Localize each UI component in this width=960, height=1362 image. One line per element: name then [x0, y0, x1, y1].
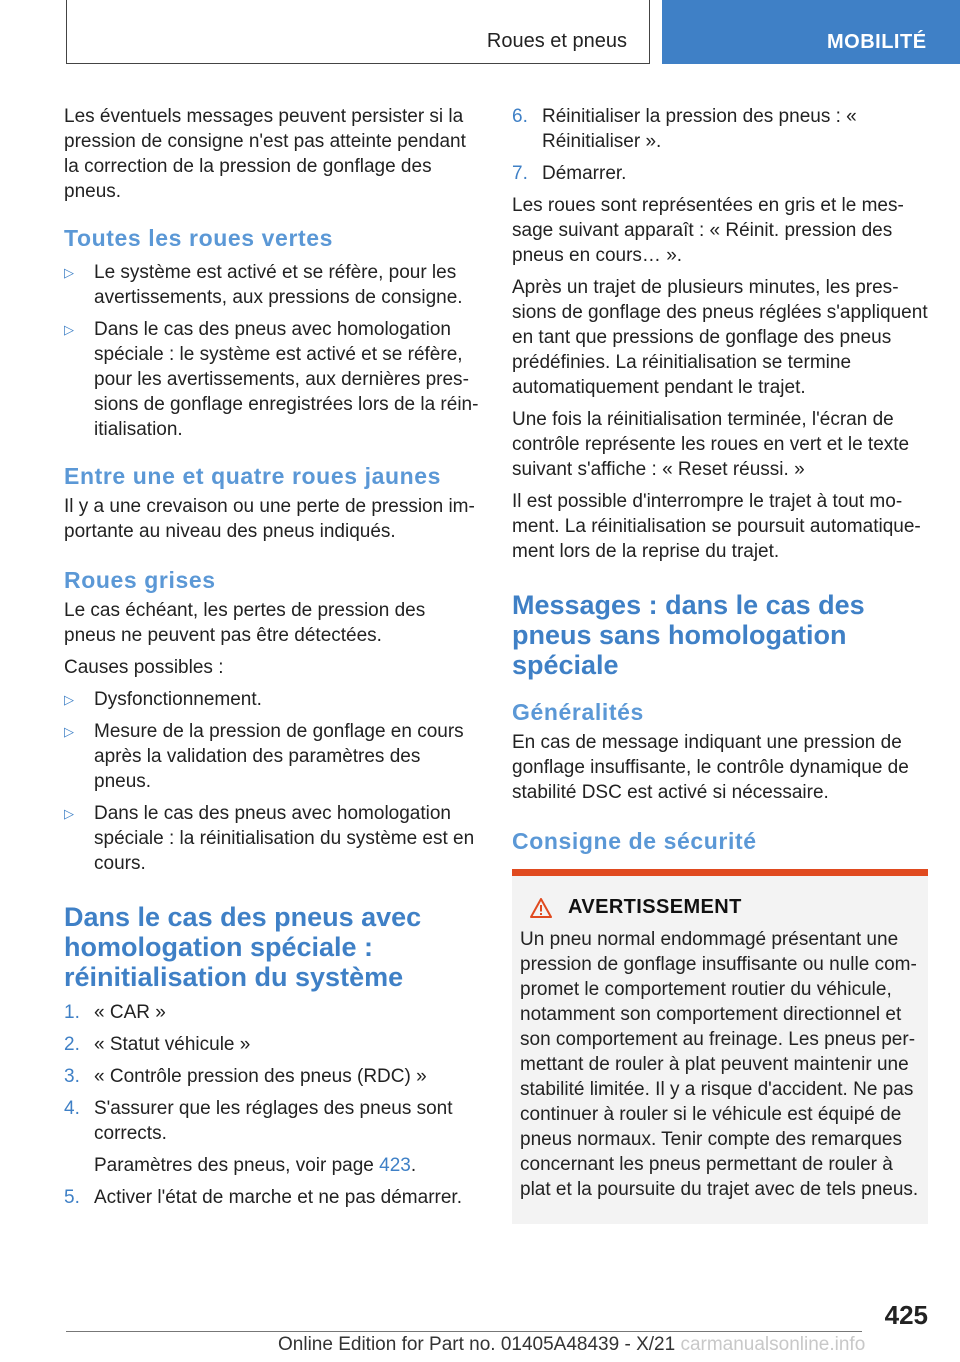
step-item: 6. Réinitialiser la pression des pneus : « Réinitialiser ». — [512, 106, 857, 152]
list-item: ▷ Dysfonctionnement. — [64, 689, 262, 710]
step-item: 3. « Contrôle pression des pneus (RDC) » — [64, 1066, 427, 1087]
reset-heading: Dans le cas des pneus avec homologation spéciale : réinitialisation du système — [64, 902, 422, 992]
reset-steps-continued — [512, 104, 928, 186]
footer-edition: Online Edition for Part no. 01405A48439 - X/21 carmanualsonline.info — [278, 1334, 866, 1355]
paragraph: Après un trajet de plusieurs minutes, les pressions de gonflage des pneus réglées s'appliquent en tant que pressions de gonflage des pneus prédéfinies. La réinitialisation se termine automatiquement pendant le trajet. — [512, 277, 928, 398]
grey-wheels-text: Le cas échéant, les pertes de pression des pneus ne peuvent pas être détectées. — [64, 600, 426, 646]
page-number: 425 — [884, 1300, 928, 1330]
header-section-box — [66, 0, 650, 64]
paragraph: Les roues sont représentées en gris et le message suivant apparaît : « Réinit. pression des pneus en cours… ». — [512, 195, 904, 266]
causes-list — [64, 687, 480, 876]
right-column — [512, 104, 928, 1224]
chapter-tab — [662, 0, 960, 64]
warning-title: AVERTISSEMENT — [568, 896, 742, 918]
intro-paragraph: Les éventuels messages peuvent persister si la pression de consigne n'est pas atteinte pendant la correction de la pression de gonflage des pneus. — [64, 106, 466, 202]
green-wheels-list — [64, 260, 480, 442]
general-text: En cas de message indiquant une pression de gonflage insuffisante, le contrôle dynamique de stabilité DSC est activé si nécessaire. — [512, 732, 909, 803]
step-item: 4. S'assurer que les réglages des pneus sont corrects. Paramètres des pneus, voir page 423. — [64, 1096, 480, 1178]
reset-steps — [64, 1000, 480, 1210]
warning-text: Un pneu normal endommagé présentant une pression de gonflage insuffisante ou nulle compromet le comportement routier du véhicule, notamment son comportement directionnel et son comportement au freinage. Les pneus permettant de rouler à plat peuvent maintenir une stabilité limitée. Il y a risque d'accident. Ne pas continuer à rouler si le véhicule est équipé de pneus normaux. Tenir compte des remarques concernant les pneus permettant de rouler à plat et la poursuite du trajet avec de tels pneus. — [520, 929, 919, 1200]
triangle-bullet-icon: ▷ — [64, 692, 74, 707]
triangle-bullet-icon: ▷ — [64, 806, 74, 821]
step-item: 5. Activer l'état de marche et ne pas démarrer. — [64, 1187, 462, 1208]
page-header — [0, 0, 960, 66]
yellow-wheels-text: Il y a une crevaison ou une perte de pression importante au niveau des pneus indiqués. — [64, 496, 475, 542]
paragraph: Une fois la réinitialisation terminée, l'écran de contrôle représente les roues en vert et le texte suivant s'affiche : « Reset réussi. » — [512, 409, 910, 480]
footer-divider — [66, 1331, 862, 1332]
general-heading: Généralités — [512, 699, 644, 725]
triangle-bullet-icon: ▷ — [64, 265, 74, 280]
step-item: 2. « Statut véhicule » — [64, 1034, 251, 1055]
warning-box — [512, 869, 928, 1224]
warning-title-row — [520, 896, 920, 919]
green-wheels-heading: Toutes les roues vertes — [64, 225, 334, 251]
list-item: ▷ Dans le cas des pneus avec homologation spéciale : la réinitialisation du système est en cours. — [64, 803, 475, 874]
yellow-wheels-heading: Entre une et quatre roues jaunes — [64, 463, 442, 489]
step-item: 1. « CAR » — [64, 1002, 166, 1023]
causes-label: Causes possibles : — [64, 657, 224, 678]
step-item: 7. Démarrer. — [512, 163, 627, 184]
messages-heading: Messages : dans le cas des pneus sans homologation spéciale — [512, 590, 865, 680]
triangle-bullet-icon: ▷ — [64, 724, 74, 739]
paragraph: Il est possible d'interrompre le trajet à tout moment. La réinitialisation se poursuit automatiquement lors de la reprise du trajet. — [512, 491, 921, 562]
triangle-bullet-icon: ▷ — [64, 322, 74, 337]
list-item: ▷ Mesure de la pression de gonflage en cours après la validation des paramètres des pneus. — [64, 721, 464, 792]
warning-triangle-icon — [530, 898, 552, 918]
chapter-title: MOBILITÉ — [827, 31, 927, 53]
footer-watermark: carmanualsonline.info — [680, 1334, 866, 1355]
grey-wheels-heading: Roues grises — [64, 567, 216, 593]
page-reference: Paramètres des pneus, voir page 423. — [94, 1155, 417, 1176]
list-item: ▷ Le système est activé et se réfère, pour les avertissements, aux pressions de consigne. — [64, 262, 463, 308]
safety-heading: Consigne de sécurité — [512, 828, 757, 854]
page-link[interactable]: 423 — [379, 1155, 411, 1176]
section-title: Roues et pneus — [486, 30, 627, 52]
left-column — [64, 104, 480, 1217]
list-item: ▷ Dans le cas des pneus avec homologation spéciale : le système est activé et se réfère, pour les avertissements, aux dernières pressions de gonflage enregistrées lors de la réinitialisation. — [64, 319, 479, 440]
